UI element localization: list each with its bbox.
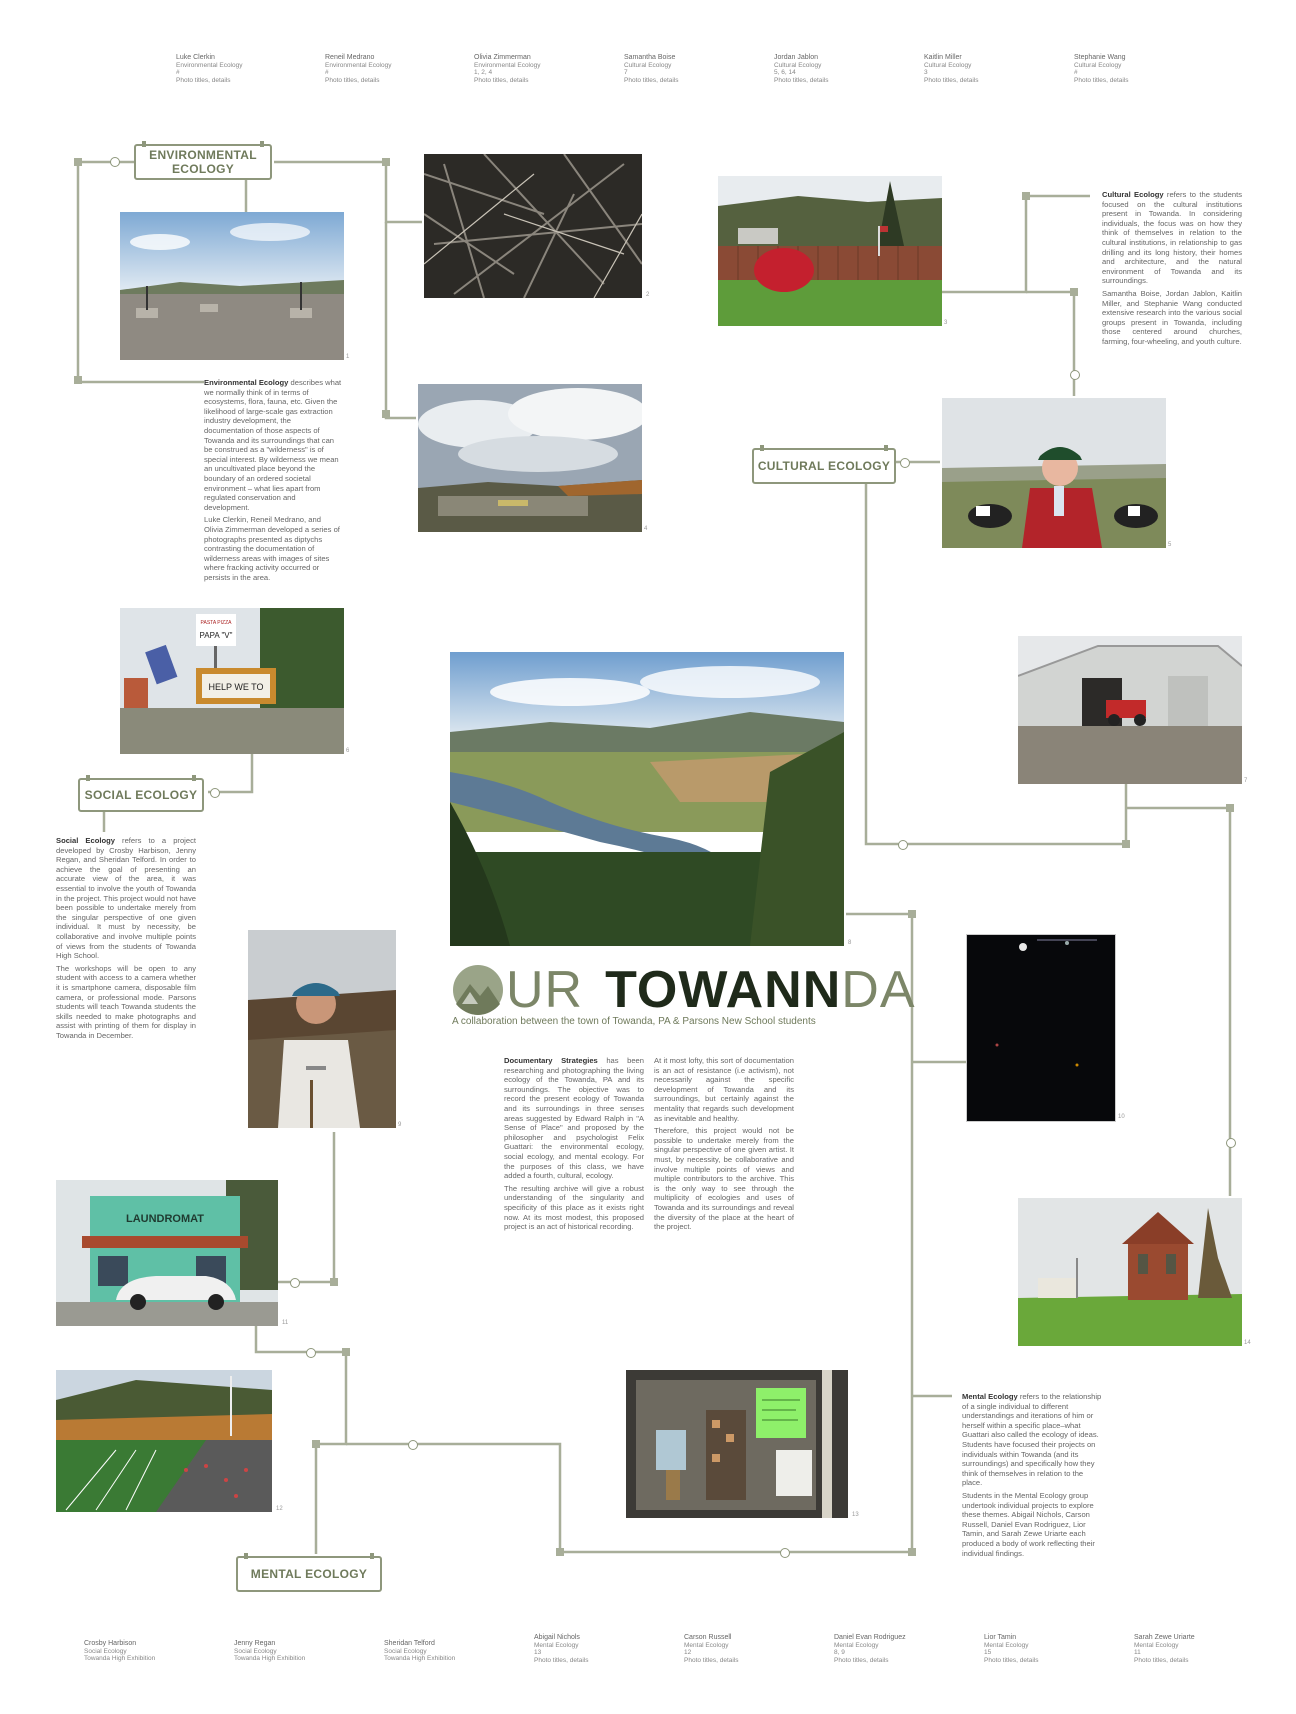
page-subtitle: A collaboration between the town of Towanda, PA & Parsons New School students bbox=[452, 1016, 816, 1027]
connector-node bbox=[900, 458, 910, 468]
photo-number: 11 bbox=[282, 1320, 289, 1326]
connector-node bbox=[290, 1278, 300, 1288]
papa-v-sign-text: PAPA "V" bbox=[199, 631, 233, 640]
center-col2-p2: Therefore, this project would not be possible to undertake merely from the singular perspective of one given artist. It must, by necessity, be collaborative and involve multiple points of views and multiple contributors to the archive. This is the only way to see through the multiplicity of ecologies and uses of Towanda and its surroundings and reveal the diversity of the place at the heart of the project. bbox=[654, 1126, 794, 1232]
connector-node bbox=[898, 840, 908, 850]
photo-dark-night bbox=[966, 934, 1116, 1122]
credit: Olivia Zimmerman Environmental Ecology 1, 2, 4 Photo titles, details bbox=[474, 54, 541, 84]
pizza-sign-text: PASTA PIZZA bbox=[200, 620, 232, 626]
credit: Sheridan Telford Social Ecology Towanda High Exhibition bbox=[384, 1640, 456, 1662]
photo-number: 6 bbox=[346, 748, 350, 754]
photo-number: 5 bbox=[1168, 542, 1172, 548]
social-lead: Social Ecology bbox=[56, 836, 115, 845]
mental-body: refers to the relationship of a single individual to different understandings and iterations of him or herself within a specific place–what Guattari also called the ecology of ideas. Students have focused their projects on individuals within Towanda (and its surroundings) and specifically how they think of themselves in relation to the place. bbox=[962, 1392, 1102, 1488]
mental-lead: Mental Ecology bbox=[962, 1392, 1018, 1401]
photo-man-cows bbox=[942, 398, 1166, 548]
photo-man-looking-up bbox=[248, 930, 396, 1128]
credit: Samantha Boise Cultural Ecology 7 Photo titles, details bbox=[624, 54, 679, 84]
environmental-lead: Environmental Ecology bbox=[204, 378, 289, 387]
credit: Lior Tamin Mental Ecology 15 Photo titles, details bbox=[984, 1634, 1039, 1664]
center-col2-p1: At it most lofty, this sort of documentation is an act of resistance (i.e activism), not necessarily against the specific development of Towanda and its surroundings, but certainly against the mentality that regards such development as inevitable and healthy. bbox=[654, 1056, 794, 1123]
photo-number: 4 bbox=[644, 526, 648, 532]
center-col1-p1: has been researching and photographing the living ecology of the Towanda, PA and its surroundings. The objective was to record the present ecology of Towanda and its surroundings in three senses areas suggested by Edward Ralph in "A Sense of Place" and proposed by the philosopher and psychologist Felix Guattari: the environmental ecology, social ecology, and mental ecology. For the purposes of this class, we have added a fourth, cultural, ecology. bbox=[504, 1056, 645, 1181]
title-da: DA bbox=[841, 961, 916, 1019]
label-environmental-ecology: ENVIRONMENTAL ECOLOGY bbox=[134, 144, 272, 180]
photo-number: 1 bbox=[346, 354, 350, 360]
center-col1-p2: The resulting archive will give a robust understanding of the singularity and specificity of this place as it exists right now. At its most modest, this proposed project is an act of historical recording. bbox=[504, 1183, 644, 1232]
social-p2: The workshops will be open to any student with access to a camera whether it is smartphone camera, disposable film camera, or professional mode. Parsons students will teach Towanda students the skills needed to make photographs and assist with printing of them for display in Towanda in December. bbox=[56, 963, 196, 1040]
connector-node bbox=[408, 1440, 418, 1450]
center-text-col1 bbox=[504, 1056, 644, 1235]
photo-barn-jeep bbox=[1018, 636, 1242, 784]
mental-p2: Students in the Mental Ecology group undertook individual projects to explore these themes. Abigail Nichols, Carson Russell, Daniel Evan Rodriguez, Lior Tamin, and Sarah Zewe Uriarte each produced a body of work reflecting their individual findings. bbox=[962, 1490, 1095, 1558]
credit: Carson Russell Mental Ecology 12 Photo titles, details bbox=[684, 1634, 739, 1664]
environmental-body: describes what we normally think of in terms of ecosystems, flora, fauna, etc. Given the likelihood of large-scale gas extraction industry development, the documentation of those aspects of Towanda and its surroundings that can be construed as a "wilderness" is of special interest. By wilderness we mean an uncultivated place beyond the boundary of an ordered societal environment – what lies apart from regulated conservation and development. bbox=[204, 378, 342, 512]
center-text-col2 bbox=[654, 1056, 794, 1235]
photo-twigs bbox=[424, 154, 642, 298]
cultural-body: refers to the students focused on the cultural institutions present in Towanda. In considering individuals, the focus was on how they think of themselves in relation to the cultural institutions, in relationship to gas drilling and its long history, their homes and architecture, and the natural environment of Towanda and its surroundings. bbox=[1102, 190, 1242, 286]
title-n-bold: N bbox=[802, 961, 842, 1019]
photo-church bbox=[1018, 1198, 1242, 1346]
cultural-lead: Cultural Ecology bbox=[1102, 190, 1164, 199]
photo-number: 8 bbox=[848, 940, 852, 946]
photo-red-bush-house bbox=[718, 176, 942, 326]
title-towan bbox=[605, 960, 841, 1020]
photo-number: 12 bbox=[276, 1506, 283, 1512]
photo-number: 14 bbox=[1244, 1340, 1251, 1346]
marquee-text: HELP WE TO bbox=[208, 682, 264, 692]
mental-ecology-text bbox=[962, 1392, 1102, 1561]
connector-node bbox=[110, 157, 120, 167]
photo-number: 7 bbox=[1244, 778, 1248, 784]
credit: Jenny Regan Social Ecology Towanda High Exhibition bbox=[234, 1640, 306, 1662]
photo-number: 2 bbox=[646, 292, 650, 298]
photo-football-stadium bbox=[56, 1370, 272, 1512]
label-cultural-ecology: CULTURAL ECOLOGY bbox=[752, 448, 896, 484]
mountain-logo-icon bbox=[452, 964, 504, 1016]
social-body: refers to a project developed by Crosby Harbison, Jenny Regan, and Sheridan Telford. In order to achieve the goal of presenting an accurate view of the area, it was essential to involve the youth of Towanda in the project. This project would not have been possible to undertake merely from the singular perspective of one given individual. It must by necessity, be collaborative and involve multiple points of views from the students of Towanda High School. bbox=[56, 836, 197, 961]
credit: Daniel Evan Rodriguez Mental Ecology 8, 9 Photo titles, details bbox=[834, 1634, 906, 1664]
photo-number: 9 bbox=[398, 1122, 402, 1128]
photo-cloudy-field bbox=[418, 384, 642, 532]
connector-node bbox=[1070, 370, 1080, 380]
cultural-ecology-text bbox=[1102, 190, 1242, 350]
laundromat-sign-text: LAUNDROMAT bbox=[125, 1213, 205, 1225]
photo-road-field bbox=[120, 212, 344, 360]
photo-window-note bbox=[626, 1370, 848, 1518]
label-mental-ecology: MENTAL ECOLOGY bbox=[236, 1556, 382, 1592]
connector-node bbox=[780, 1548, 790, 1558]
environmental-p2: Luke Clerkin, Reneil Medrano, and Olivia Zimmerman developed a series of photographs presented as diptychs contrasting the documentation of wilderness areas with images of sites where fracking activity occurred or persists in the area. bbox=[204, 515, 340, 582]
credit: Crosby Harbison Social Ecology Towanda High Exhibition bbox=[84, 1640, 156, 1662]
photo-papa-v-sign bbox=[120, 608, 344, 754]
credit: Stephanie Wang Cultural Ecology # Photo titles, details bbox=[1074, 54, 1129, 84]
photo-number: 10 bbox=[1118, 1114, 1125, 1120]
credit: Jordan Jablon Cultural Ecology 5, 6, 14 Photo titles, details bbox=[774, 54, 829, 84]
cultural-p2: Samantha Boise, Jordan Jablon, Kaitlin Miller, and Stephanie Wang conducted extensive research into the various social groups present in Towanda, including those centered around churches, farming, four-wheeling, and youth culture. bbox=[1102, 288, 1242, 346]
environmental-ecology-text bbox=[204, 378, 342, 585]
connector-node bbox=[210, 788, 220, 798]
connector-node bbox=[1226, 1138, 1236, 1148]
credit: Abigail Nichols Mental Ecology 13 Photo titles, details bbox=[534, 1634, 589, 1664]
page-title bbox=[452, 962, 916, 1018]
credit: Kaitlin Miller Cultural Ecology 3 Photo titles, details bbox=[924, 54, 979, 84]
photo-river-valley bbox=[450, 652, 844, 946]
credit: Reneil Medrano Environmental Ecology # Photo titles, details bbox=[325, 54, 392, 84]
title-towan-bold: TOWAN bbox=[605, 961, 803, 1019]
credit: Sarah Zewe Uriarte Mental Ecology 11 Photo titles, details bbox=[1134, 1634, 1195, 1664]
photo-laundromat bbox=[56, 1180, 278, 1326]
social-ecology-text bbox=[56, 836, 196, 1043]
connector-node bbox=[306, 1348, 316, 1358]
photo-number: 13 bbox=[852, 1512, 859, 1518]
label-social-ecology: SOCIAL ECOLOGY bbox=[78, 778, 204, 812]
documentary-strategies-lead: Documentary Strategies bbox=[504, 1056, 598, 1065]
title-our: UR bbox=[506, 961, 584, 1019]
credit: Luke Clerkin Environmental Ecology # Photo titles, details bbox=[176, 54, 243, 84]
photo-number: 3 bbox=[944, 320, 948, 326]
